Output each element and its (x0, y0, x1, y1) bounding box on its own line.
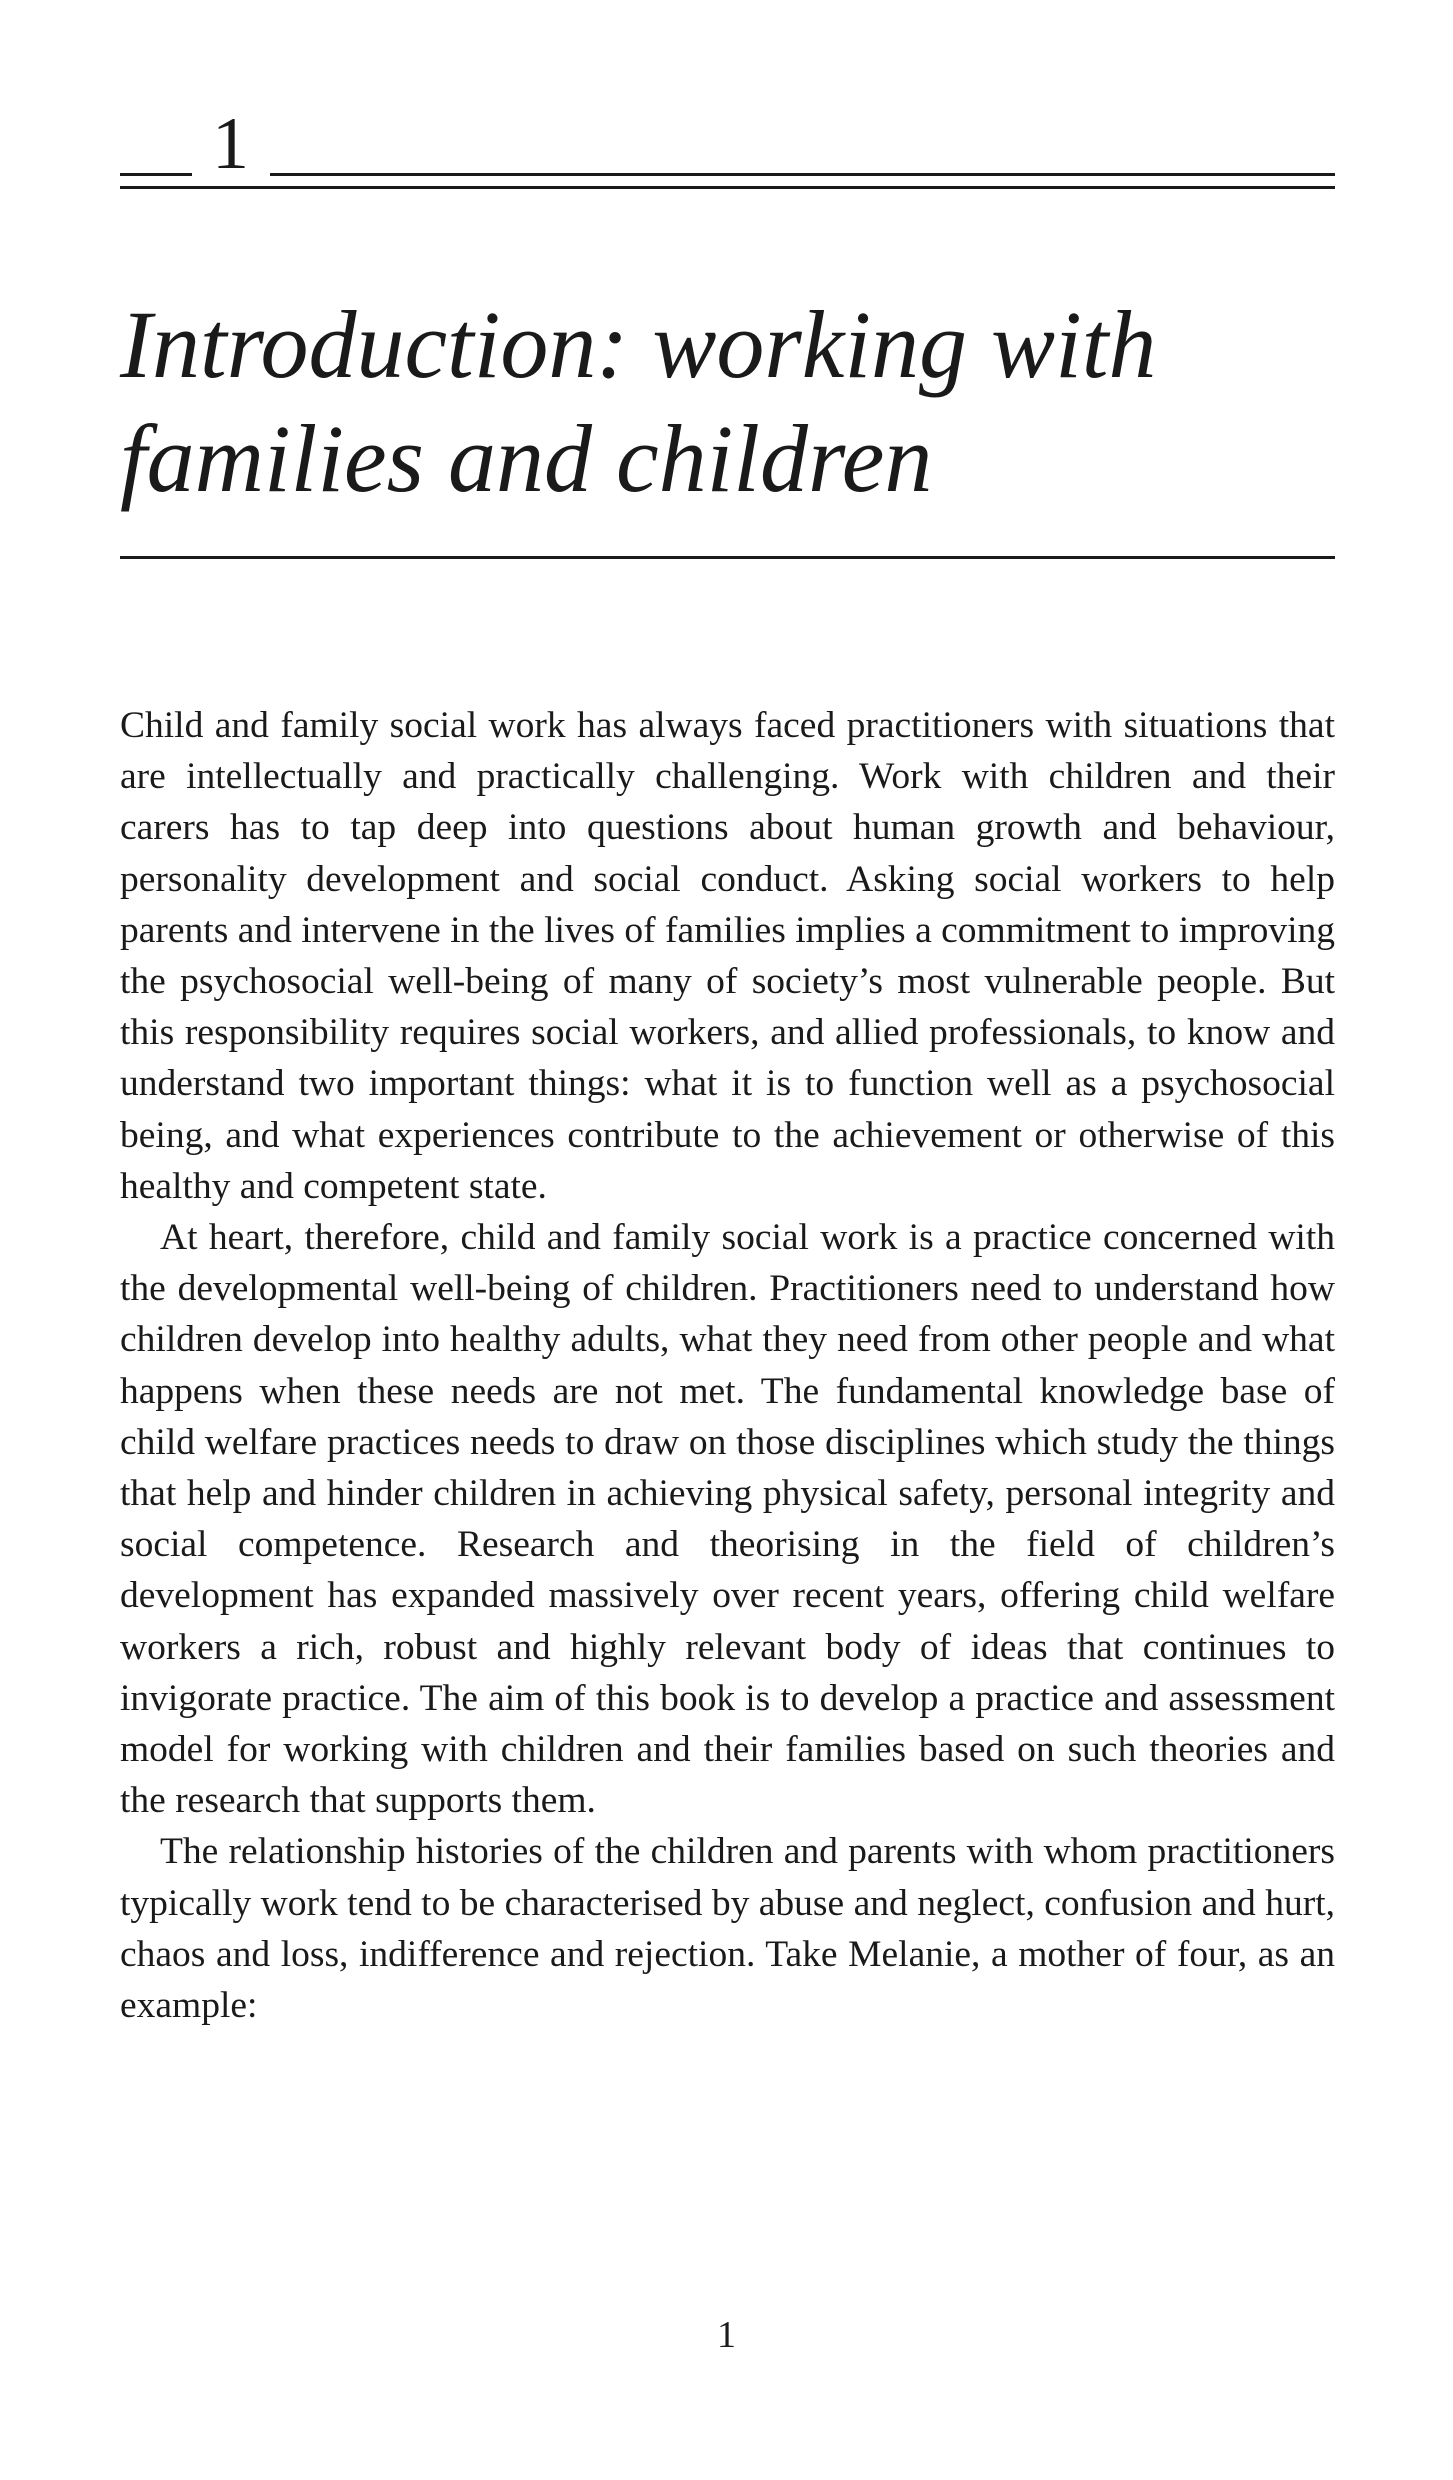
chapter-rule-bottom (120, 186, 1335, 189)
page-number: 1 (717, 2314, 736, 2356)
body-text (120, 700, 1335, 2031)
chapter-title-line-2: families and children (120, 405, 933, 512)
title-rule (120, 556, 1335, 559)
chapter-title-line-1: Introduction: working with (120, 291, 1157, 398)
paragraph-3: The relationship histories of the children and parents with whom practitioners typically work tend to be characterised by abuse and neglect, confusion and hurt, chaos and loss, indifference and rejection. Take Melanie, a mother of four, as an example: (120, 1831, 1335, 2027)
chapter-header (120, 103, 1335, 192)
chapter-rule-left (120, 173, 192, 176)
chapter-rule-right (270, 173, 1335, 176)
paragraph-2: At heart, therefore, child and family social work is a practice concerned with the developmental well-being of children. Practitioners need to understand how children develop into healthy adults, what they need from other people and what happens when these needs are not met. The fundamental knowledge base of child welfare practices needs to draw on those disciplines which study the things that help and hinder children in achieving physical safety, personal integrity and social competence. Research and theorising in the field of children’s development has expanded massively over recent years, offering child welfare workers a rich, robust and highly relevant body of ideas that continues to invigorate practice. The aim of this book is to develop a practice and assessment model for working with children and their families based on such theories and the research that supports them. (120, 1217, 1335, 1822)
paragraph-1: Child and family social work has always faced practitioners with situations that are intellectually and practically challenging. Work with children and their carers has to tap deep into questions about human growth and behaviour, personality development and social conduct. Asking social workers to help parents and intervene in the lives of families implies a commitment to improving the psychosocial well-being of many of society’s most vulnerable people. But this responsibility requires social workers, and allied professionals, to know and understand two important things: what it is to function well as a psychosocial being, and what experiences contribute to the achievement or otherwise of this healthy and competent state. (120, 705, 1335, 1207)
chapter-number: 1 (212, 103, 249, 185)
chapter-title (120, 288, 1335, 516)
